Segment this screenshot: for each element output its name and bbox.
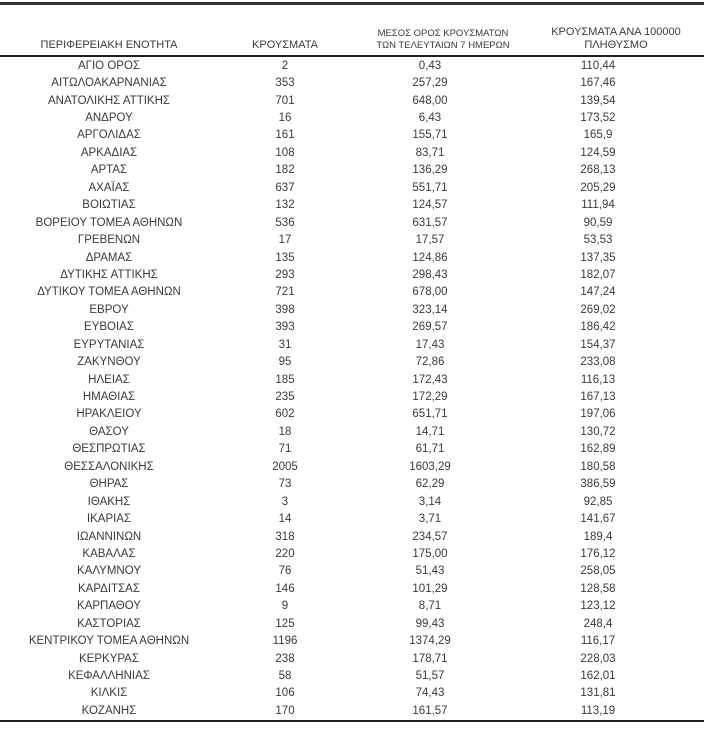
cell-avg7: 178,71 [412,652,448,665]
cell-cases: 2005 [272,460,298,473]
cell-regional-unit: ΔΥΤΙΚΗΣ ΑΤΤΙΚΗΣ [60,268,158,281]
cell-regional-unit: ΔΡΑΜΑΣ [85,251,133,264]
table-row [0,685,704,702]
cell-avg7: 155,71 [412,129,448,142]
table-row [0,702,704,720]
cell-per100k: 131,81 [580,687,616,700]
cell-per100k: 113,19 [580,704,616,717]
cell-avg7: 83,71 [415,146,445,159]
table-row [0,650,704,667]
cell-regional-unit: ΙΩΑΝΝΙΝΩΝ [76,530,142,543]
table-row [0,580,704,597]
col-header-avg7-line2: ΤΩΝ ΤΕΛΕΥΤΑΙΩΝ 7 ΗΜΕΡΩΝ [376,40,510,51]
cell-regional-unit: ΑΝΔΡΟΥ [85,112,133,125]
table-row [0,476,704,493]
cell-avg7: 51,57 [415,670,445,683]
col-header-regional-unit-label: ΠΕΡΙΦΕΡΕΙΑΚΗ ΕΝΟΤΗΤΑ [40,39,178,51]
cell-cases: 238 [275,652,295,665]
cell-avg7: 124,57 [412,199,448,212]
cell-cases: 701 [275,94,295,107]
cell-per100k: 123,12 [580,600,616,613]
cell-per100k: 197,06 [580,408,616,421]
cell-cases: 318 [275,530,295,543]
cell-avg7: 648,00 [412,94,448,107]
cell-cases: 3 [281,495,289,508]
cell-regional-unit: ΑΙΤΩΛΟΑΚΑΡΝΑΝΙΑΣ [51,77,167,90]
cell-per100k: 90,59 [583,216,613,229]
table-row [0,214,704,231]
cell-per100k: 137,35 [580,251,616,264]
cell-regional-unit: ΕΥΡΥΤΑΝΙΑΣ [73,338,145,351]
table-row [0,144,704,161]
cell-avg7: 124,86 [412,251,448,264]
cell-avg7: 269,57 [412,321,448,334]
cell-avg7: 17,57 [415,234,445,247]
cell-cases: 220 [275,547,295,560]
cell-per100k: 116,17 [580,635,616,648]
table-row [0,74,704,91]
cell-per100k: 162,89 [580,443,616,456]
table-row [0,423,704,440]
cell-per100k: 111,94 [581,199,615,212]
col-header-avg7 [352,26,518,56]
col-header-regional-unit [0,26,218,56]
table-row [0,301,704,318]
cell-cases: 170 [275,704,295,717]
cell-regional-unit: ΑΧΑΪΑΣ [88,181,130,194]
cell-per100k: 165,9 [583,129,613,142]
table-row [0,127,704,144]
cell-cases: 106 [275,687,295,700]
cell-avg7: 1603,29 [409,460,451,473]
cell-regional-unit: ΚΑΛΥΜΝΟΥ [77,565,141,578]
cell-regional-unit: ΚΕΡΚΥΡΑΣ [79,652,139,665]
cell-per100k: 130,72 [580,425,616,438]
cell-per100k: 248,4 [583,617,613,630]
col-header-avg7-line1: ΜΕΣΟΣ ΟΡΟΣ ΚΡΟΥΣΜΑΤΩΝ [377,28,509,39]
cell-cases: 125 [275,617,295,630]
cell-regional-unit: ΔΥΤΙΚΟΥ ΤΟΜΕΑ ΑΘΗΝΩΝ [37,286,181,299]
cell-avg7: 3,14 [418,495,442,508]
cell-regional-unit: ΒΟΡΕΙΟΥ ΤΟΜΕΑ ΑΘΗΝΩΝ [35,216,183,229]
cell-cases: 1196 [272,635,298,648]
cell-cases: 73 [278,478,292,491]
cell-avg7: 61,71 [415,443,445,456]
cell-regional-unit: ΗΛΕΙΑΣ [88,373,130,386]
cell-regional-unit: ΑΡΤΑΣ [90,164,128,177]
cell-per100k: 92,85 [583,495,613,508]
cell-regional-unit: ΙΘΑΚΗΣ [87,495,131,508]
cell-regional-unit: ΘΕΣΠΡΩΤΙΑΣ [72,443,146,456]
cell-regional-unit: ΚΑΒΑΛΑΣ [82,547,136,560]
cell-regional-unit: ΕΥΒΟΙΑΣ [84,321,134,334]
cell-per100k: 258,05 [580,565,616,578]
cell-avg7: 6,43 [418,112,442,125]
cell-regional-unit: ΚΕΦΑΛΛΗΝΙΑΣ [68,670,150,683]
table-row [0,406,704,423]
cell-cases: 16 [278,112,292,125]
cell-per100k: 110,44 [580,59,616,72]
cell-regional-unit: ΘΗΡΑΣ [89,478,129,491]
cell-avg7: 257,29 [412,77,448,90]
table-row [0,563,704,580]
cell-avg7: 323,14 [412,303,448,316]
cell-regional-unit: ΒΟΙΩΤΙΑΣ [82,199,136,212]
cell-per100k: 182,07 [580,268,616,281]
cell-avg7: 8,71 [418,600,442,613]
cell-cases: 637 [275,181,295,194]
cell-regional-unit: ΚΑΡΔΙΤΣΑΣ [78,582,140,595]
cell-per100k: 167,13 [580,391,616,404]
cell-avg7: 72,86 [415,356,445,369]
cell-per100k: 128,58 [580,582,616,595]
cell-per100k: 205,29 [580,181,616,194]
cell-per100k: 268,13 [580,164,616,177]
col-header-per100k-line2: ΠΛΗΘΥΣΜΟ [584,39,648,51]
cell-avg7: 62,29 [415,478,445,491]
cell-cases: 9 [281,600,289,613]
table-row [0,545,704,562]
cell-regional-unit: ΕΒΡΟΥ [89,303,129,316]
cell-avg7: 161,57 [412,704,448,717]
table-row [0,92,704,109]
cell-regional-unit: ΑΡΚΑΔΙΑΣ [80,146,138,159]
cell-cases: 95 [278,356,292,369]
cell-cases: 161 [275,129,295,142]
table-row [0,249,704,266]
cell-avg7: 3,71 [418,513,442,526]
cell-cases: 393 [275,321,295,334]
cell-per100k: 228,03 [580,652,616,665]
cell-per100k: 189,4 [583,530,613,543]
cell-cases: 182 [275,164,295,177]
table-row [0,371,704,388]
table-row [0,353,704,370]
cell-regional-unit: ΗΜΑΘΙΑΣ [82,391,136,404]
table-row [0,615,704,632]
table-row [0,441,704,458]
table-row [0,388,704,405]
cell-cases: 76 [278,565,292,578]
cell-per100k: 233,08 [580,356,616,369]
cell-avg7: 0,43 [418,59,442,72]
cell-avg7: 172,43 [412,373,448,386]
cell-avg7: 74,43 [415,687,445,700]
cell-avg7: 101,29 [412,582,448,595]
table-row [0,598,704,615]
table-row [0,493,704,510]
cell-regional-unit: ΚΙΛΚΙΣ [90,687,128,700]
cell-cases: 293 [275,268,295,281]
table-row [0,336,704,353]
cell-cases: 2 [281,59,289,72]
table-row [0,231,704,248]
cell-avg7: 551,71 [412,181,448,194]
cell-cases: 721 [275,286,295,299]
cell-per100k: 139,54 [580,94,616,107]
cell-regional-unit: ΗΡΑΚΛΕΙΟΥ [76,408,142,421]
table-row [0,528,704,545]
cell-regional-unit: ΚΕΝΤΡΙΚΟΥ ΤΟΜΕΑ ΑΘΗΝΩΝ [28,635,190,648]
cell-cases: 398 [275,303,295,316]
cell-cases: 58 [278,670,292,683]
cell-cases: 235 [275,391,295,404]
regional-cases-table [0,26,704,722]
cell-per100k: 386,59 [580,478,616,491]
table-row [0,319,704,336]
col-header-cases-label: ΚΡΟΥΣΜΑΤΑ [252,39,318,51]
col-header-cases [218,26,352,56]
cell-regional-unit: ΑΓΙΟ ΟΡΟΣ [77,59,140,72]
cell-per100k: 180,58 [580,460,616,473]
table-row [0,510,704,527]
table-row [0,56,704,74]
cell-cases: 71 [278,443,292,456]
cell-avg7: 234,57 [412,530,448,543]
cell-cases: 108 [275,146,295,159]
cell-cases: 353 [275,77,295,90]
cell-per100k: 269,02 [580,303,616,316]
cell-regional-unit: ΙΚΑΡΙΑΣ [86,513,132,526]
cell-regional-unit: ΖΑΚΥΝΘΟΥ [77,356,141,369]
table-row [0,458,704,475]
table-row [0,109,704,126]
cell-cases: 132 [275,199,295,212]
header-row [0,26,704,56]
cell-avg7: 14,71 [415,425,445,438]
cell-cases: 31 [278,338,292,351]
table-row [0,162,704,179]
cell-per100k: 124,59 [580,146,616,159]
cell-avg7: 17,43 [415,338,445,351]
table-row [0,197,704,214]
cell-per100k: 167,46 [580,77,616,90]
cell-avg7: 1374,29 [409,635,451,648]
cell-cases: 135 [275,251,295,264]
cell-avg7: 651,71 [412,408,448,421]
cell-regional-unit: ΑΡΓΟΛΙΔΑΣ [77,129,141,142]
cell-avg7: 631,57 [412,216,448,229]
table-row [0,632,704,649]
cell-avg7: 136,29 [412,164,448,177]
cell-cases: 146 [275,582,295,595]
cell-avg7: 298,43 [412,268,448,281]
table-row [0,266,704,283]
cell-cases: 18 [278,425,292,438]
cell-regional-unit: ΚΟΖΑΝΗΣ [81,704,137,717]
cell-avg7: 678,00 [412,286,448,299]
cell-regional-unit: ΚΑΡΠΑΘΟΥ [77,600,141,613]
cell-avg7: 175,00 [412,547,448,560]
cell-per100k: 162,01 [580,670,616,683]
cell-avg7: 51,43 [415,565,445,578]
cell-per100k: 141,67 [580,513,616,526]
cell-per100k: 176,12 [580,547,616,560]
table-row [0,667,704,684]
col-header-per100k-line1: ΚΡΟΥΣΜΑΤΑ ΑΝΑ 100000 [551,26,681,38]
cell-cases: 536 [275,216,295,229]
table-row [0,284,704,301]
cell-per100k: 53,53 [583,234,613,247]
cell-regional-unit: ΚΑΣΤΟΡΙΑΣ [77,617,141,630]
cell-regional-unit: ΓΡΕΒΕΝΩΝ [77,234,141,247]
cell-per100k: 186,42 [580,321,616,334]
cell-per100k: 173,52 [580,112,616,125]
cell-regional-unit: ΑΝΑΤΟΛΙΚΗΣ ΑΤΤΙΚΗΣ [47,94,170,107]
col-header-per100k [518,26,704,56]
cell-regional-unit: ΘΑΣΟΥ [89,425,129,438]
table-row [0,179,704,196]
table-body [0,56,704,721]
cell-cases: 14 [278,513,292,526]
cell-cases: 602 [275,408,295,421]
cell-regional-unit: ΘΕΣΣΑΛΟΝΙΚΗΣ [64,460,154,473]
cell-cases: 17 [278,234,292,247]
cell-per100k: 154,37 [580,338,616,351]
cell-avg7: 172,29 [412,391,448,404]
cell-cases: 185 [275,373,295,386]
top-rule [0,2,704,5]
cell-per100k: 116,13 [580,373,616,386]
cell-per100k: 147,24 [580,286,616,299]
cell-avg7: 99,43 [415,617,445,630]
